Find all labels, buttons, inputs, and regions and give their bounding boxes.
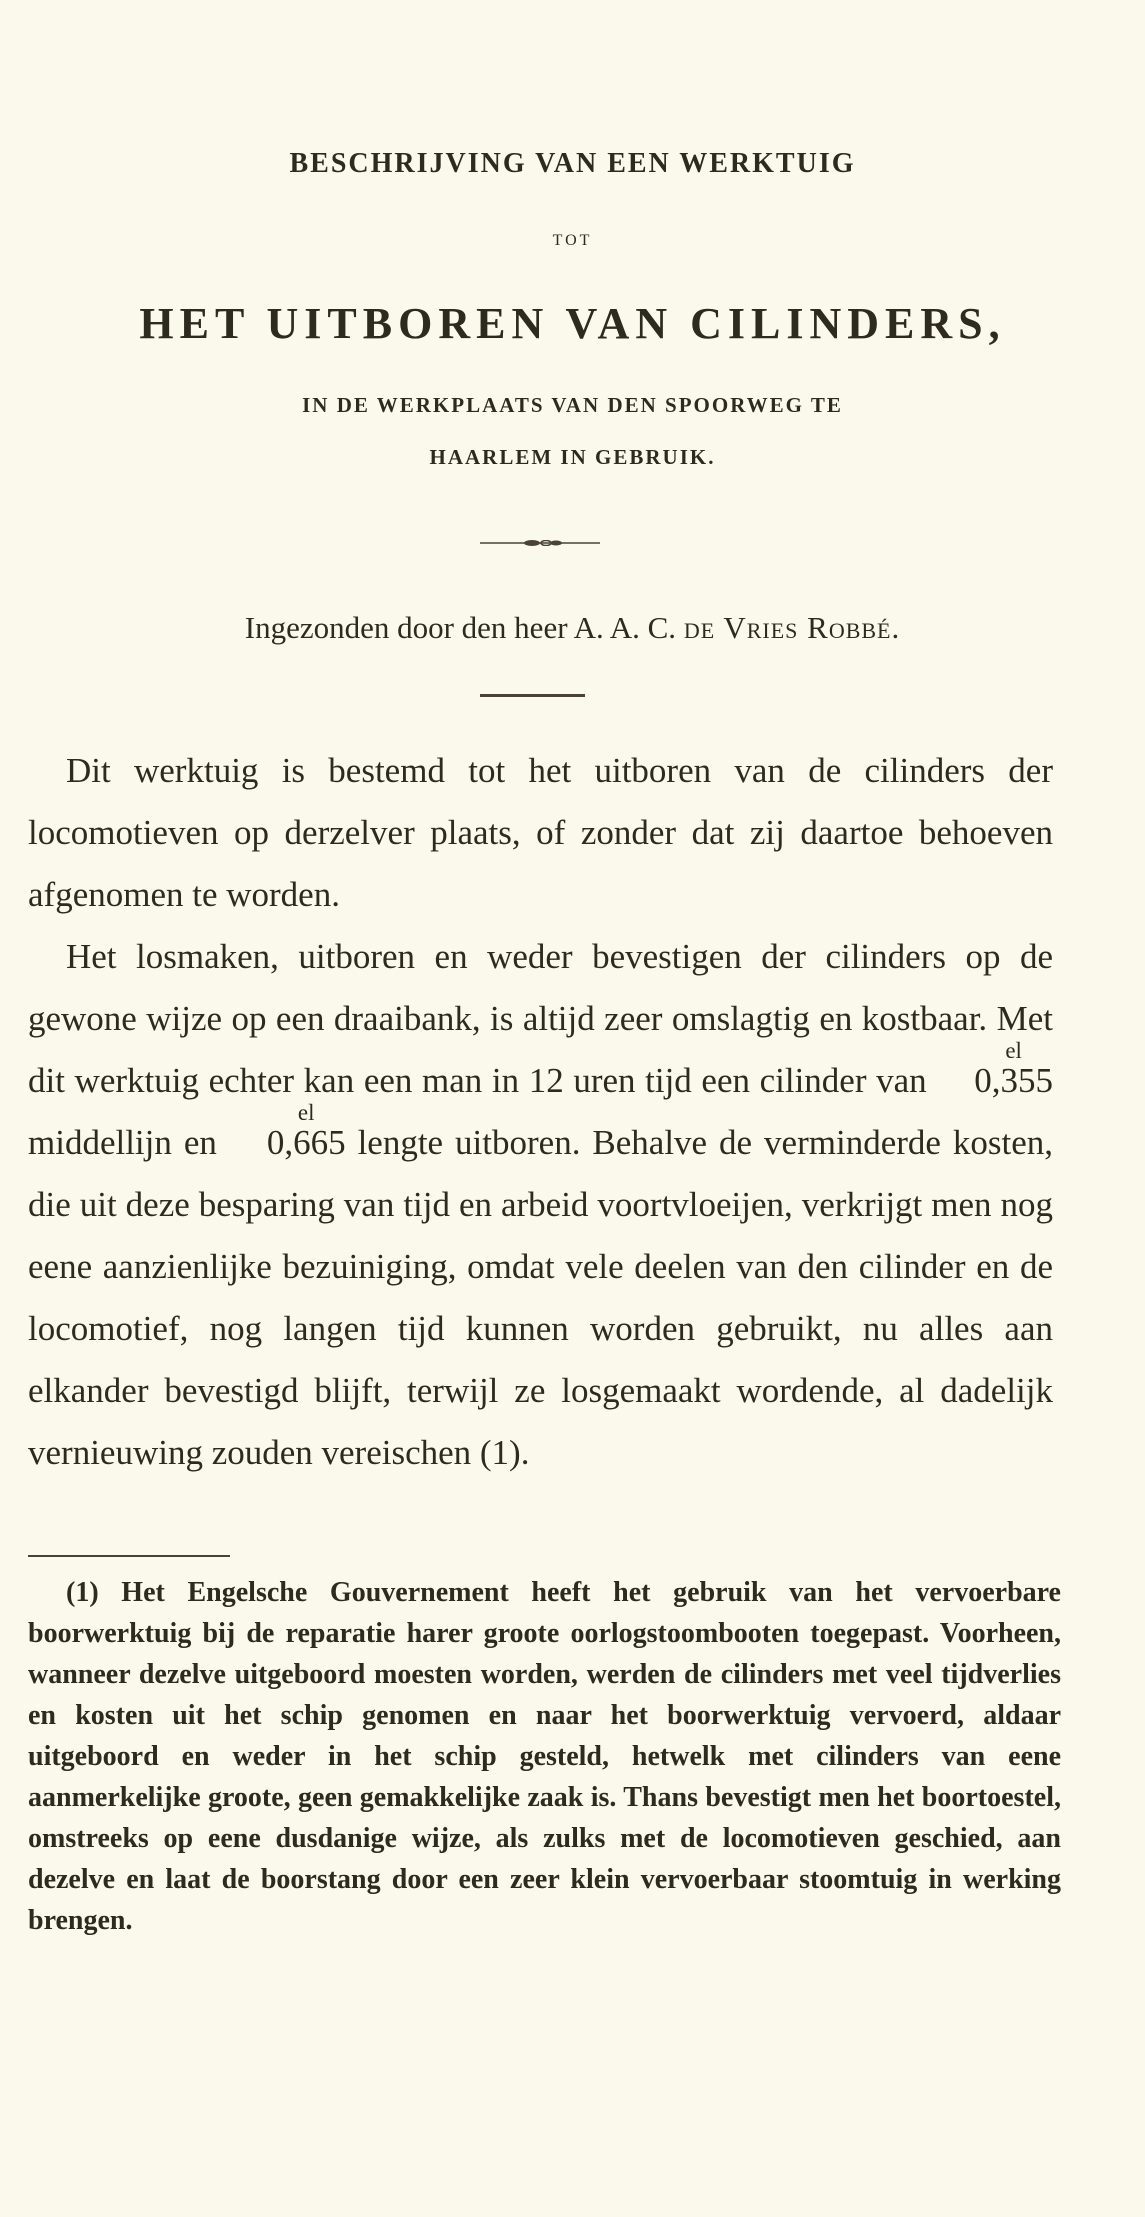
footnote-rule — [28, 1555, 230, 1557]
paragraph-2-part-c: lengte uitboren. Behalve de verminderde kosten, die uit deze besparing van tijd en arbeid voortvloeijen, verkrijgt men nog eene aanzienlijke bezuiniging, omdat vele deelen van den cilinder en de locomotief, nog langen tijd kunnen worden gebruikt, nu alles aan elkander bevestigd blijft, terwijl ze losgemaakt wordende, al dadelijk vernieuwing zouden vereischen (1). — [28, 1123, 1054, 1472]
ornament-divider-icon — [480, 540, 600, 546]
paragraph-2-part-a: Het losmaken, uitboren en weder bevestigen der cilinders op de gewone wijze op een draaibank, is altijd zeer omslagtig en kostbaar. Met dit werktuig echter kan een man in 12 uren tijd een cilinder van — [28, 937, 1053, 1100]
section-rule — [480, 694, 585, 697]
value-diameter: 0,355 — [974, 1061, 1054, 1100]
byline — [0, 610, 1145, 646]
body-text — [28, 740, 1053, 1484]
byline-prefix: Ingezonden door den heer A. A. C. — [244, 610, 677, 645]
value-length: 0,665 — [266, 1123, 346, 1162]
heading-line-4: IN DE WERKPLAATS VAN DEN SPOORWEG TE — [302, 393, 843, 417]
unit-label-el: el — [1005, 1038, 1022, 1063]
heading-title: HET UITBOREN VAN CILINDERS, — [139, 299, 1006, 348]
unit-label-el: el — [297, 1100, 315, 1125]
footnote-text: (1) Het Engelsche Gouvernement heeft het gebruik van het vervoerbare boorwerktuig bij de reparatie harer groote oorlogstoombooten toegepast. Voorheen, wanneer dezelve uitgeboord moesten worden, werden de cilinders met veel tijdverlies en kosten uit het schip genomen en naar het boorwerktuig vervoerd, aldaar uitgeboord en weder in het schip gesteld, hetwelk met cilinders van eene aanmerkelijke groote, geen gemakkelijke zaak is. Thans bevestigt men het boortoestel, omstreeks op eene dusdanige wijze, als zulks met de locomotieven geschied, aan dezelve en laat de boorstang door een zeer klein vervoerbaar stoomtuig in werking brengen. — [28, 1577, 1061, 1936]
heading-line-1: BESCHRIJVING VAN EEN WERKTUIG — [289, 148, 856, 179]
paragraph-2-part-b: middellijn en — [28, 1123, 217, 1162]
paragraph-2 — [28, 926, 1053, 1484]
measure-diameter — [936, 1038, 1054, 1112]
paragraph-1: Dit werktuig is bestemd tot het uitboren van de cilinders der locomotieven op derzelver plaats, of zonder dat zij daartoe behoeven afgenomen te worden. — [28, 751, 1053, 914]
byline-author: de Vries Robbé. — [683, 610, 901, 645]
heading-line-2: TOT — [552, 232, 593, 249]
footnote — [28, 1572, 1061, 1941]
measure-length — [229, 1100, 346, 1174]
heading-line-5: HAARLEM IN GEBRUIK. — [429, 445, 716, 469]
